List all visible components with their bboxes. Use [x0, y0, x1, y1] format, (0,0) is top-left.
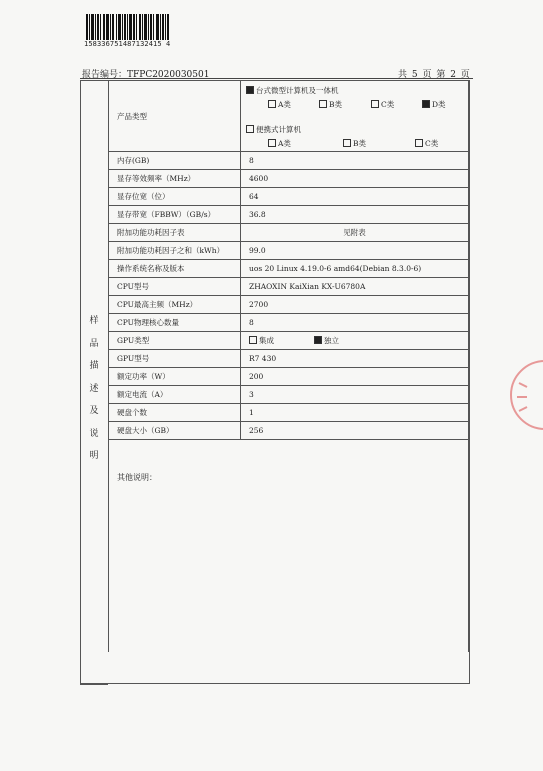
- row-label: 硬盘大小（GB）: [109, 422, 241, 440]
- table-row: [109, 332, 469, 350]
- option-desktop-c: C类: [371, 99, 394, 110]
- row-label: CPU最高主频（MHz）: [109, 296, 241, 314]
- option-laptop-a: A类: [268, 138, 291, 149]
- row-value: 99.0: [241, 242, 469, 260]
- other-notes-cell: [109, 440, 469, 653]
- row-value: [241, 332, 469, 350]
- row-value: 8: [241, 314, 469, 332]
- row-label: 额定功率（W）: [109, 368, 241, 386]
- row-label: 操作系统名称及版本: [109, 260, 241, 278]
- table-row: [109, 206, 469, 224]
- row-value: 4600: [241, 170, 469, 188]
- row-label: 显存位宽（位）: [109, 188, 241, 206]
- header-divider: [80, 78, 473, 79]
- row-value: R7 430: [241, 350, 469, 368]
- row-label: GPU型号: [109, 350, 241, 368]
- frame-bottom: [80, 683, 470, 684]
- row-value: 8: [241, 152, 469, 170]
- row-label: CPU物理核心数量: [109, 314, 241, 332]
- option-laptop: 便携式计算机: [246, 124, 301, 135]
- table-row: [109, 314, 469, 332]
- frame-right: [469, 80, 470, 683]
- other-notes-label: 其他说明：: [117, 473, 157, 482]
- row-label: 显存等效频率（MHz）: [109, 170, 241, 188]
- table-row: [109, 386, 469, 404]
- table-row: [109, 404, 469, 422]
- row-value: 256: [241, 422, 469, 440]
- row-value: 64: [241, 188, 469, 206]
- report-number-value: TFPC2020030501: [127, 70, 210, 80]
- checkbox-icon: [268, 139, 276, 147]
- option-desktop: 台式微型计算机及一体机: [246, 85, 339, 96]
- table-row: [109, 170, 469, 188]
- checkbox-icon: [249, 336, 257, 344]
- row-label: 附加功能功耗因子表: [109, 224, 241, 242]
- row-label: 附加功能功耗因子之和（kWh）: [109, 242, 241, 260]
- row-label: GPU类型: [109, 332, 241, 350]
- checkbox-checked-icon: [314, 336, 322, 344]
- table-row: [109, 440, 469, 653]
- option-desktop-d: D类: [422, 99, 446, 110]
- row-value: 3: [241, 386, 469, 404]
- table-row: [109, 422, 469, 440]
- table-row: [109, 296, 469, 314]
- row-value: 36.8: [241, 206, 469, 224]
- option-laptop-b: B类: [343, 138, 366, 149]
- gpu-discrete-option: 独立: [314, 336, 339, 345]
- option-laptop-c: C类: [415, 138, 438, 149]
- option-desktop-a: A类: [268, 99, 291, 110]
- checkbox-icon: [268, 100, 276, 108]
- seal-stamp: [505, 355, 543, 435]
- checkbox-icon: [343, 139, 351, 147]
- report-number-label: 报告编号：: [82, 70, 128, 80]
- row-label: 额定电流（A）: [109, 386, 241, 404]
- checkbox-checked-icon: [422, 100, 430, 108]
- checkbox-icon: [415, 139, 423, 147]
- table-row: [109, 188, 469, 206]
- gpu-integrated-option: 集成: [249, 336, 274, 345]
- barcode-number: 158336751487132415 4: [84, 40, 171, 48]
- option-desktop-b: B类: [319, 99, 342, 110]
- row-label: 内存(GB): [109, 152, 241, 170]
- spec-table: [108, 80, 469, 652]
- row-label: 显存带宽（FBBW）（GB/s）: [109, 206, 241, 224]
- barcode: [86, 14, 170, 40]
- table-row: [109, 224, 469, 242]
- row-value: 见附表: [241, 224, 469, 242]
- row-value: uos 20 Linux 4.19.0-6 amd64(Debian 8.3.0-6): [241, 260, 469, 278]
- side-label: 样 品 描 述 及 说 明: [89, 316, 99, 461]
- checkbox-icon: [246, 125, 254, 133]
- table-row: [109, 260, 469, 278]
- checkbox-icon: [319, 100, 327, 108]
- total-pages: 共 5 页: [398, 70, 432, 80]
- row-value: ZHAOXIN KaiXian KX-U6780A: [241, 278, 469, 296]
- row-value: 200: [241, 368, 469, 386]
- table-row: [109, 350, 469, 368]
- row-value: 2700: [241, 296, 469, 314]
- table-row: [109, 368, 469, 386]
- checkbox-checked-icon: [246, 86, 254, 94]
- current-page: 第 2 页: [436, 70, 470, 80]
- row-label: CPU型号: [109, 278, 241, 296]
- checkbox-icon: [371, 100, 379, 108]
- table-row: [109, 242, 469, 260]
- row-value: 1: [241, 404, 469, 422]
- table-row: [109, 278, 469, 296]
- product-type-label: 产品类型: [109, 81, 241, 152]
- table-row: [109, 152, 469, 170]
- row-label: 硬盘个数: [109, 404, 241, 422]
